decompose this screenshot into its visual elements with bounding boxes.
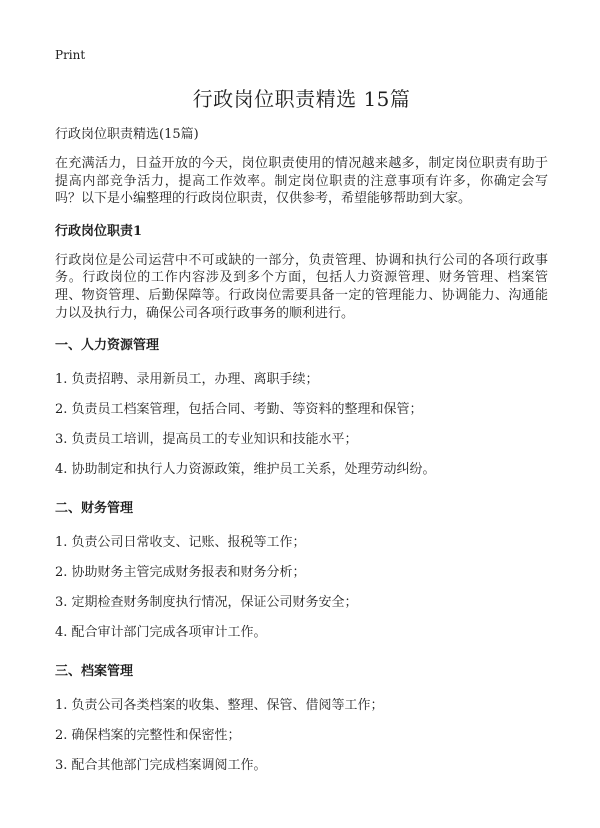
list-item: 3. 负责员工培训，提高员工的专业知识和技能水平； xyxy=(55,432,358,448)
section-heading-archives: 三、档案管理 xyxy=(55,664,134,680)
list-item: 4. 配合审计部门完成各项审计工作。 xyxy=(55,625,267,641)
list-item: 2. 确保档案的完整性和保密性； xyxy=(55,728,241,744)
list-item: 2. 协助财务主管完成财务报表和财务分析； xyxy=(55,565,306,581)
finance-list xyxy=(55,528,548,648)
list-item: 1. 负责公司日常收支、记账、报税等工作； xyxy=(55,535,306,551)
hr-list xyxy=(55,365,548,485)
section-heading-hr: 一、人力资源管理 xyxy=(55,338,160,354)
section-heading-finance: 二、财务管理 xyxy=(55,501,134,517)
duty-1-paragraph: 行政岗位是公司运营中不可或缺的一部分，负责管理、协调和执行公司的各项行政事务。行政岗位的工作内容涉及到多个方面，包括人力资源管理、财务管理、档案管理、物资管理、后勤保障等。行政岗位需要具备一定的管理能力、协调能力、沟通能力以及执行力，确保公司各项行政事务的顺利进行。 xyxy=(55,252,548,321)
document-subtitle: 行政岗位职责精选(15篇) xyxy=(55,127,199,142)
page-title: 行政岗位职责精选 15篇 xyxy=(192,87,411,111)
intro-paragraph: 在充满活力，日益开放的今天，岗位职责使用的情况越来越多，制定岗位职责有助于提高内部竞争活力，提高工作效率。制定岗位职责的注意事项有许多，你确定会写吗？以下是小编整理的行政岗位职责，仅供参考，希望能够帮助到大家。 xyxy=(55,156,548,207)
list-item: 1. 负责招聘、录用新员工，办理、离职手续； xyxy=(55,372,319,388)
list-item: 3. 配合其他部门完成档案调阅工作。 xyxy=(55,758,267,774)
list-item: 2. 负责员工档案管理，包括合同、考勤、等资料的整理和保管； xyxy=(55,402,423,418)
section-heading-duty-1: 行政岗位职责1 xyxy=(55,223,143,239)
archives-list xyxy=(55,691,548,781)
list-item: 3. 定期检查财务制度执行情况，保证公司财务安全； xyxy=(55,595,358,611)
list-item: 4. 协助制定和执行人力资源政策，维护员工关系，处理劳动纠纷。 xyxy=(55,462,436,478)
list-item: 1. 负责公司各类档案的收集、整理、保管、借阅等工作； xyxy=(55,698,384,714)
print-link[interactable]: Print xyxy=(55,48,86,62)
